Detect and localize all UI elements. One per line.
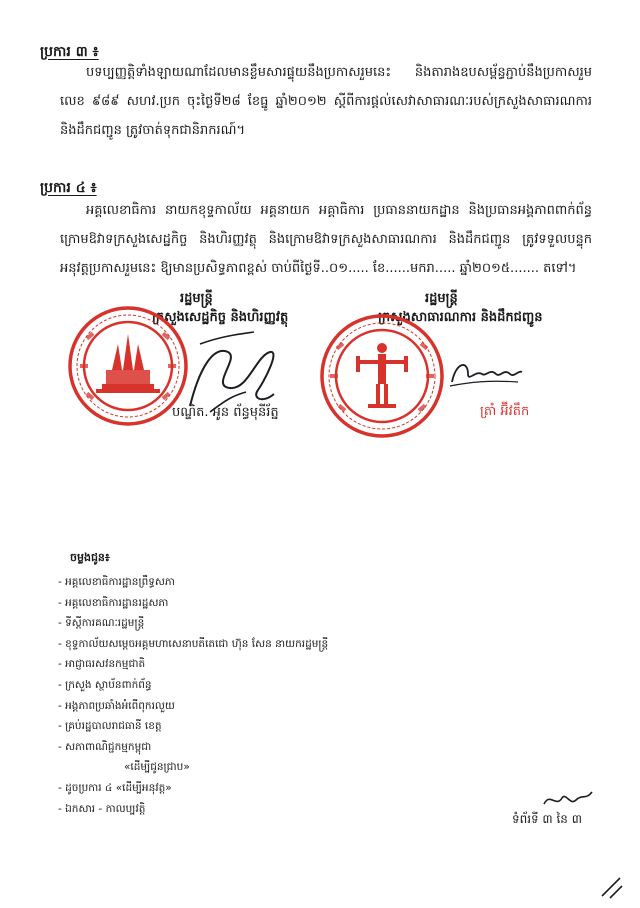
list-item: - ទីស្ដីការគណៈរដ្ឋមន្ត្រី xyxy=(58,617,145,630)
list-item: - ឯកសារ - កាលប្បវត្តិ xyxy=(58,802,146,815)
list-item: - អគ្គលេខាធិការដ្ឋានព្រឹទ្ធសភា xyxy=(58,576,175,588)
list-item: - អាជ្ញាធរសវនកម្មជាតិ xyxy=(58,658,146,671)
right-signature-icon xyxy=(446,352,526,392)
right-minister-name: ត្រាំ អ៊ីវតឹក xyxy=(480,404,530,419)
initials-mark-icon xyxy=(540,786,596,812)
recipients-title: ចម្លងជូន៖ xyxy=(70,551,110,564)
page-number: ទំព័រទី ៣ នៃ ៣ xyxy=(511,812,582,826)
list-item: - ខុទ្ទកាល័យសម្ដេចអគ្គមហាសេនាបតីតេជោ ហ៊ុន សែន នាយករដ្ឋមន្ត្រី xyxy=(58,637,329,650)
figure-seal-icon xyxy=(318,312,446,440)
left-ministry-name: ក្រសួងសេដ្ឋកិច្ច និងហិរញ្ញវត្ថុ xyxy=(152,310,289,325)
list-item: - ក្រសួង ស្ថាប័នពាក់ព័ន្ធ xyxy=(58,678,152,691)
list-item: - អគ្គលេខាធិការដ្ឋានរដ្ឋសភា xyxy=(58,596,169,609)
corner-mark-icon xyxy=(596,872,626,902)
right-minister-title: រដ្ឋមន្ត្រី xyxy=(425,291,458,306)
list-item: - ដូចប្រការ ៤ «ដើម្បីអនុវត្ត» xyxy=(58,781,172,794)
list-item: - អង្គភាពប្រឆាំងអំពើពុករលួយ xyxy=(58,699,175,712)
list-item: «ដើម្បីជូនជ្រាប» xyxy=(124,761,190,774)
article-3-heading: ប្រការ ៣ ៖ xyxy=(40,44,99,60)
article-4-paragraph: អគ្គលេខាធិការ នាយកខុទ្ទកាល័យ អគ្គនាយក អគ្គាធិការ ប្រធាននាយកដ្ឋាន និងប្រធានអង្គភាពពាក់ព័ន្ធ ក្រោមឱវាទក្រសួងសេដ្ឋកិច្ច និងហិរញ្ញវត្ថុ និងក្រោមឱវាទក្រសួងសាធារណការ និងដឹកជញ្ជូន ត្រូវទទួលបន្ទុក អនុវត្តប្រកាសរួមនេះ ឱ្យមានប្រសិទ្ធភាពខ្ពស់ ចាប់ពីថ្ងៃទី..០១..... ខែ......មករា..... ឆ្នាំ២០១៥....... តទៅ។ xyxy=(60,203,592,276)
list-item: - គ្រប់រដ្ឋបាលរាជធានី ខេត្ត xyxy=(58,720,162,733)
recipient-list xyxy=(58,572,328,819)
right-ministry-name: ក្រសួងសាធារណការ និងដឹកជញ្ជូន xyxy=(378,310,543,325)
article-4-heading: ប្រការ ៤ ៖ xyxy=(40,180,97,196)
article-3-paragraph: បទប្បញ្ញត្តិទាំងឡាយណាដែលមានខ្លឹមសារផ្ទុយនឹងប្រកាសរួមនេះ និងតារាងឧបសម្ព័ន្ធភ្ជាប់នឹងប្រកាសរួម លេខ ៩៨៩ សហវ.ប្រក ចុះថ្ងៃទី២៨ ខែធ្នូ ឆ្នាំ២០១២ ស្ដីពីការផ្ដល់សេវាសាធារណៈរបស់ក្រសួងសាធារណការ និងដឹកជញ្ជូន ត្រូវចាត់ទុកជានិរាករណ៍។ xyxy=(60,65,592,138)
list-item: - សភាពាណិជ្ជកម្មកម្ពុជា xyxy=(58,740,152,753)
left-minister-name: បណ្ឌិត. អូន ព័ន្ធមុនីរ័ត្ន xyxy=(172,405,279,420)
left-minister-title: រដ្ឋមន្ត្រី xyxy=(180,291,213,306)
